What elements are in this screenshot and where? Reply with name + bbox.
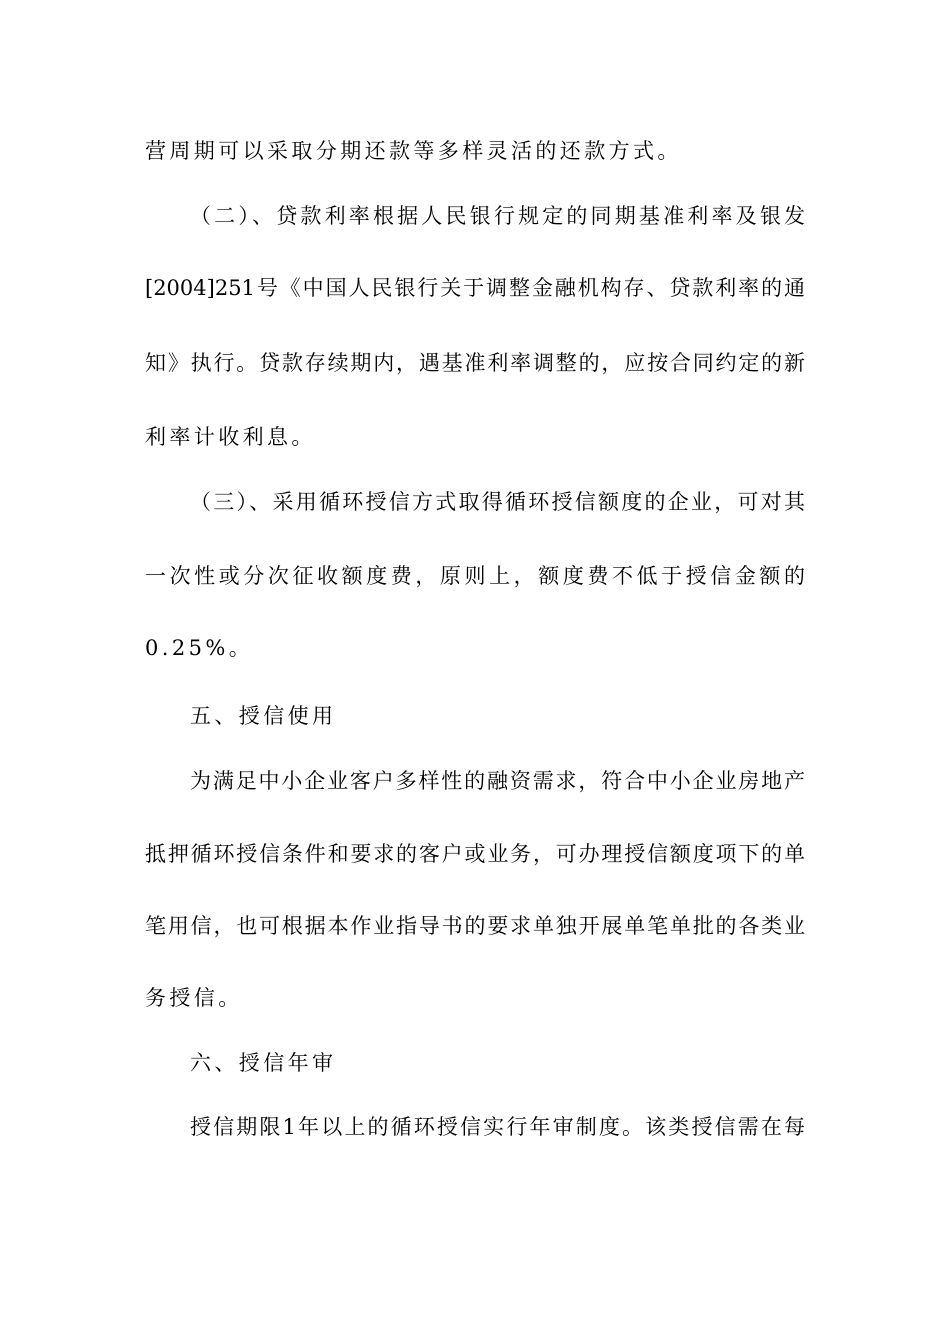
paragraph-line: 为满足中小企业客户多样性的融资需求，符合中小企业房地产 xyxy=(190,769,805,793)
paragraph-line: 营周期可以采取分期还款等多样灵活的还款方式。 xyxy=(145,139,682,163)
section-heading: 五、授信使用 xyxy=(190,704,337,728)
paragraph-line: [2004]251号《中国人民银行关于调整金融机构存、贷款利率的通 xyxy=(145,276,805,300)
paragraph-line: （二）、贷款利率根据人民银行规定的同期基准利率及银发 xyxy=(190,204,805,228)
paragraph-line: 笔用信，也可根据本作业指导书的要求单独开展单笔单批的各类业 xyxy=(145,914,805,938)
paragraph-line: 利率计收利息。 xyxy=(145,425,316,449)
paragraph-line: 一次性或分次征收额度费，原则上，额度费不低于授信金额的 xyxy=(145,564,805,588)
section-heading: 六、授信年审 xyxy=(190,1051,337,1075)
paragraph-line: （三）、采用循环授信方式取得循环授信额度的企业，可对其 xyxy=(190,490,805,514)
paragraph-line: 知》执行。贷款存续期内，遇基准利率调整的，应按合同约定的新 xyxy=(145,351,805,375)
paragraph-line: 务授信。 xyxy=(145,986,243,1010)
paragraph-line: 授信期限1年以上的循环授信实行年审制度。该类授信需在每 xyxy=(190,1115,805,1139)
paragraph-line: 0.25%。 xyxy=(145,636,254,660)
paragraph-line: 抵押循环授信条件和要求的客户或业务，可办理授信额度项下的单 xyxy=(145,842,805,866)
